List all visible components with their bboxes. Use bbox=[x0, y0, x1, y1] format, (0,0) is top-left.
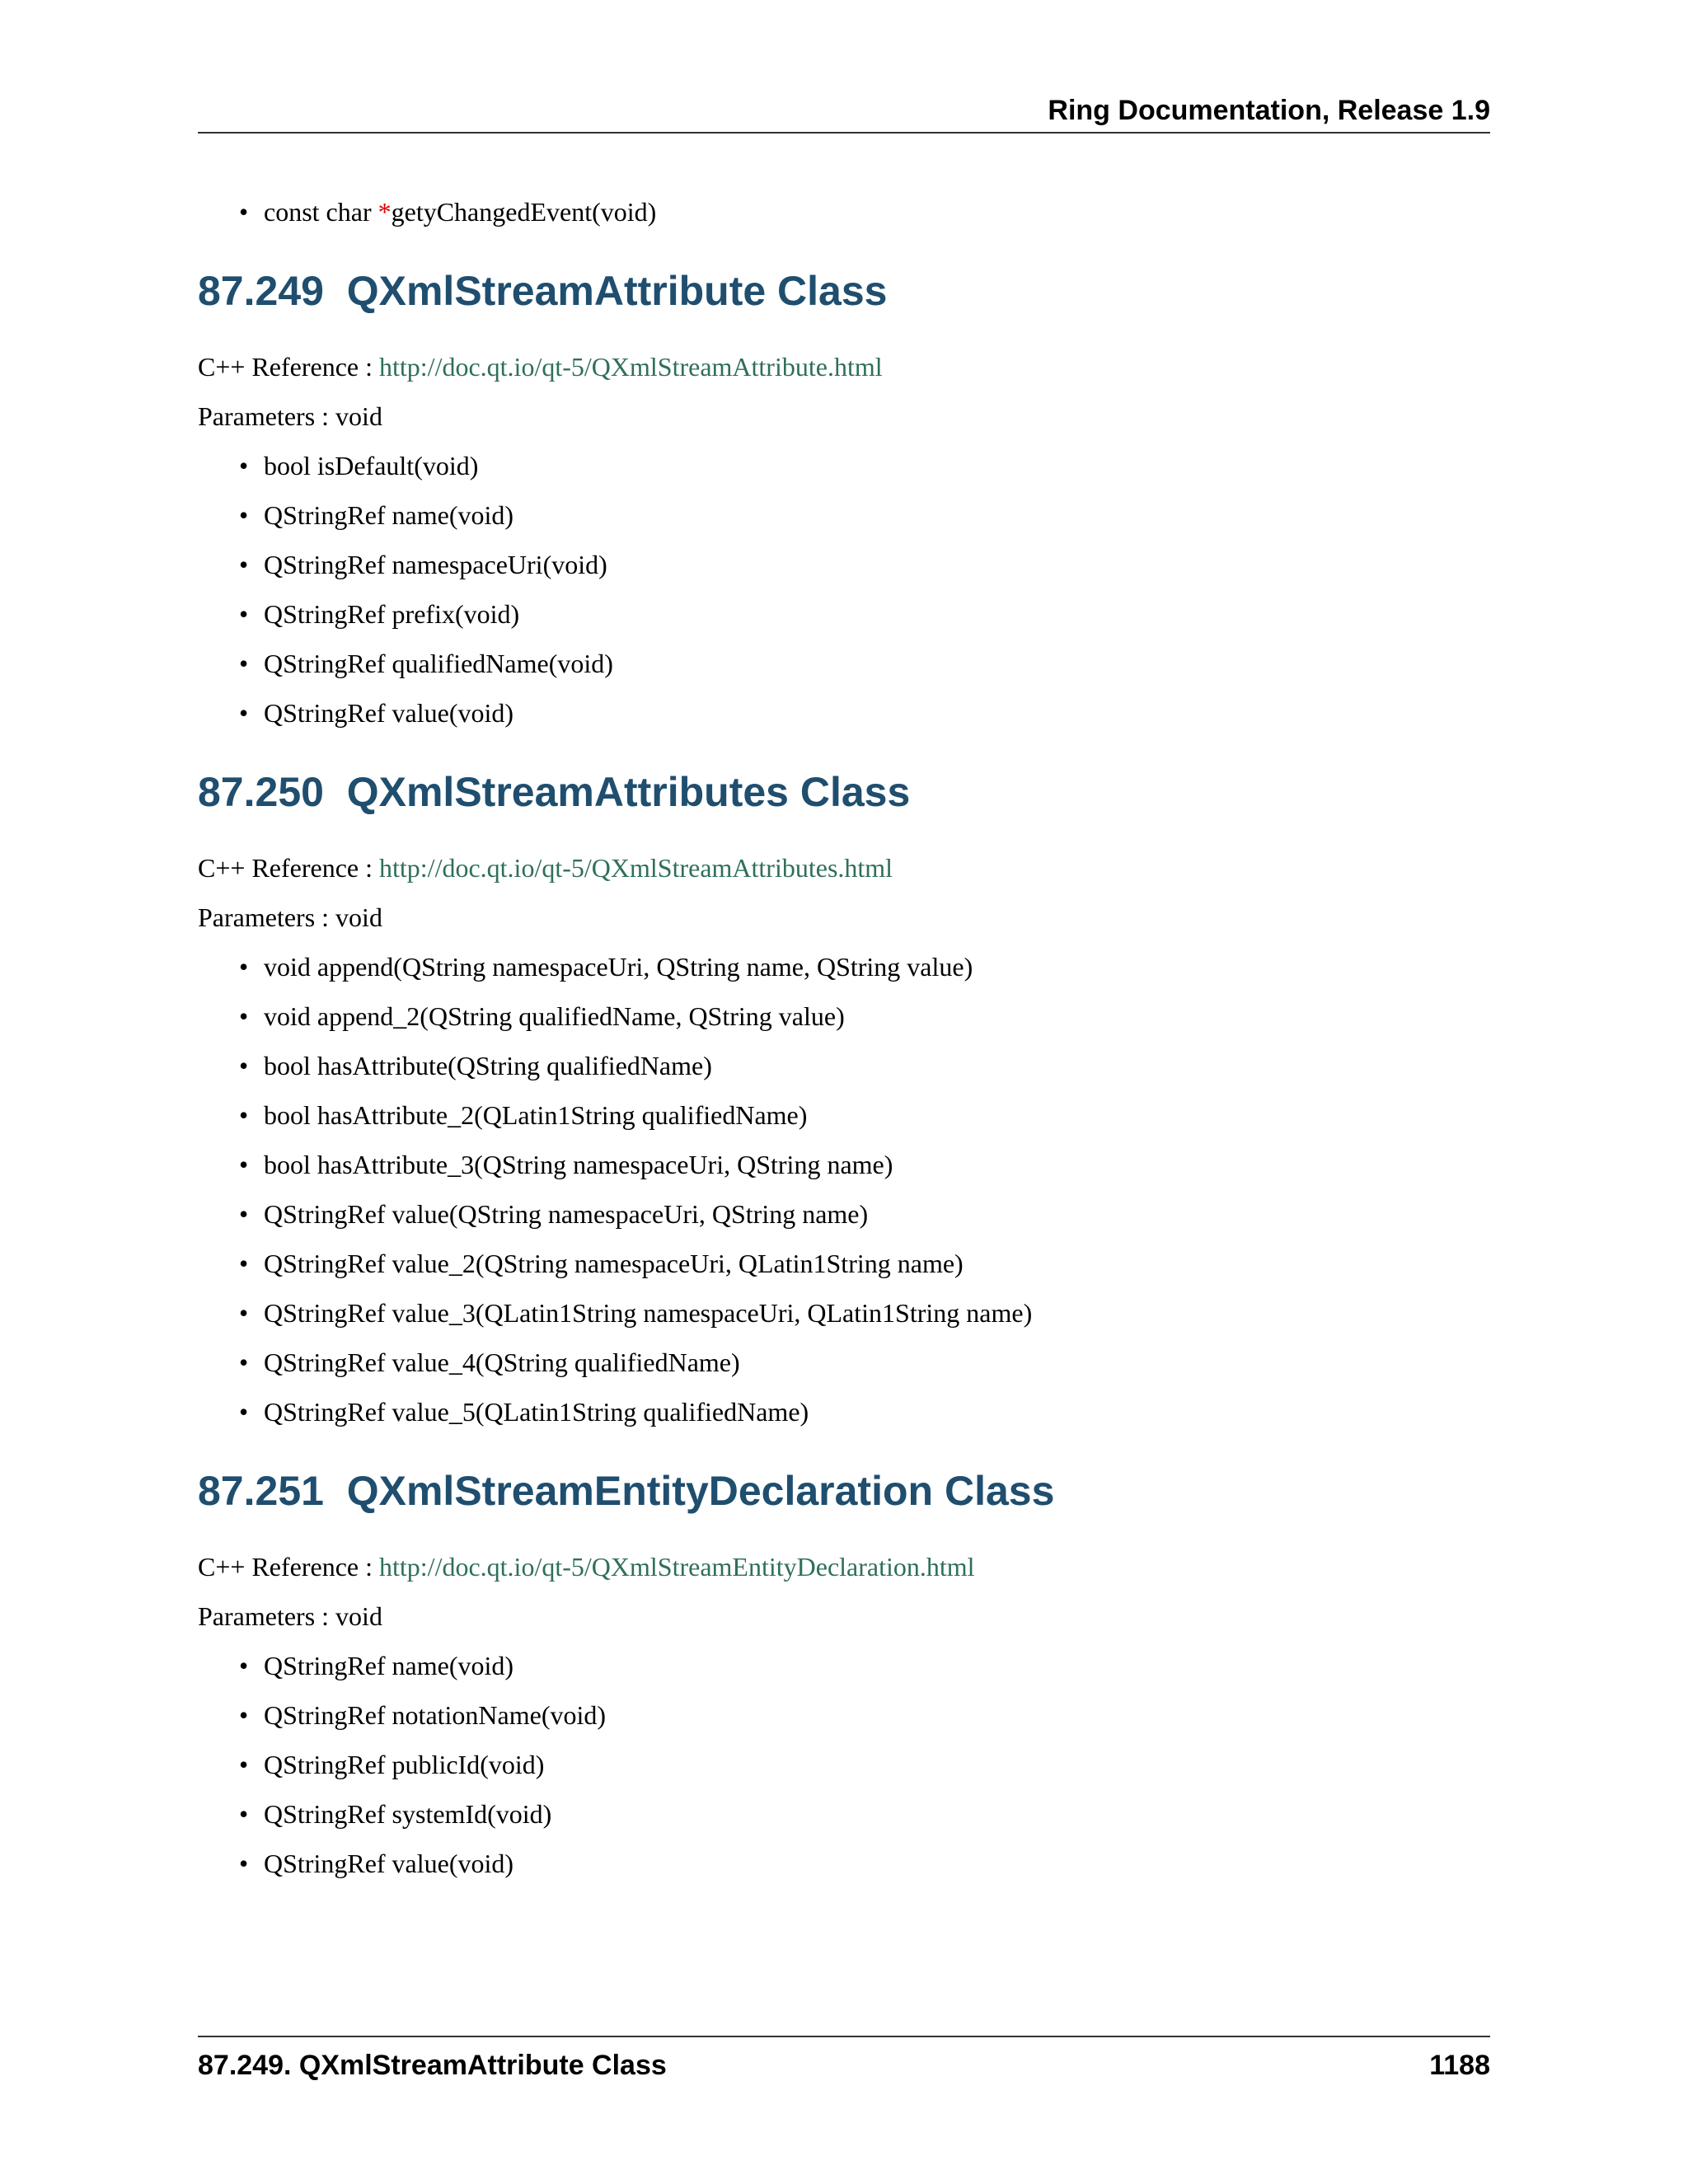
bullet-icon: • bbox=[239, 1651, 249, 1680]
list-item bbox=[239, 1746, 1490, 1783]
section-87-250 bbox=[198, 767, 1490, 1430]
method-signature: QStringRef publicId(void) bbox=[264, 1750, 545, 1779]
cpp-reference bbox=[198, 1549, 1490, 1585]
method-signature: QStringRef value_3(QLatin1String namespaceUri, QLatin1String name) bbox=[264, 1298, 1033, 1328]
bullet-icon: • bbox=[239, 952, 249, 982]
page-number: 1188 bbox=[1429, 2050, 1490, 2081]
method-signature: QStringRef qualifiedName(void) bbox=[264, 649, 613, 678]
bullet-icon: • bbox=[239, 197, 249, 227]
footer-section: 87.249. QXmlStreamAttribute Class bbox=[198, 2050, 667, 2081]
bullet-icon: • bbox=[239, 550, 249, 579]
method-signature: void append(QString namespaceUri, QString name, QString value) bbox=[264, 952, 973, 982]
parameters-line: Parameters : void bbox=[198, 401, 382, 431]
bullet-icon: • bbox=[239, 1799, 249, 1829]
list-item bbox=[239, 1394, 1490, 1430]
section-87-249 bbox=[198, 266, 1490, 731]
method-list bbox=[198, 949, 1490, 1430]
list-item bbox=[239, 695, 1490, 731]
section-number: 87.251 bbox=[198, 1468, 324, 1514]
method-signature: void append_2(QString qualifiedName, QString value) bbox=[264, 1001, 845, 1031]
bullet-icon: • bbox=[239, 1150, 249, 1179]
list-item bbox=[239, 1196, 1490, 1232]
reference-label: C++ Reference : bbox=[198, 352, 379, 382]
section-title: QXmlStreamEntityDeclaration Class bbox=[346, 1468, 1055, 1514]
list-item bbox=[239, 1796, 1490, 1832]
header-title: Ring Documentation, Release 1.9 bbox=[1048, 95, 1490, 126]
page-footer bbox=[198, 2036, 1490, 2083]
list-item bbox=[239, 1047, 1490, 1084]
method-signature: bool hasAttribute_3(QString namespaceUri, QString name) bbox=[264, 1150, 893, 1179]
bullet-icon: • bbox=[239, 1249, 249, 1278]
item-suffix: getyChangedEvent(void) bbox=[391, 197, 657, 227]
bullet-icon: • bbox=[239, 698, 249, 728]
bullet-icon: • bbox=[239, 1199, 249, 1229]
item-prefix: const char bbox=[264, 197, 378, 227]
method-signature: QStringRef value_4(QString qualifiedName) bbox=[264, 1347, 740, 1377]
method-signature: QStringRef value(void) bbox=[264, 698, 514, 728]
cpp-reference bbox=[198, 850, 1490, 886]
list-item bbox=[239, 1146, 1490, 1183]
section-title: QXmlStreamAttribute Class bbox=[346, 268, 888, 314]
section-heading bbox=[198, 1466, 1490, 1516]
bullet-icon: • bbox=[239, 1849, 249, 1878]
bullet-icon: • bbox=[239, 1750, 249, 1779]
list-item bbox=[239, 949, 1490, 985]
bullet-icon: • bbox=[239, 599, 249, 629]
intro-list bbox=[198, 194, 1490, 230]
list-item bbox=[239, 596, 1490, 632]
reference-link[interactable]: http://doc.qt.io/qt-5/QXmlStreamEntityDeclaration.html bbox=[379, 1552, 975, 1582]
list-item bbox=[239, 1697, 1490, 1733]
method-signature: QStringRef systemId(void) bbox=[264, 1799, 552, 1829]
reference-link[interactable]: http://doc.qt.io/qt-5/QXmlStreamAttribute.html bbox=[379, 352, 883, 382]
list-item bbox=[239, 194, 1490, 230]
section-heading bbox=[198, 767, 1490, 817]
section-title: QXmlStreamAttributes Class bbox=[346, 769, 911, 815]
bullet-icon: • bbox=[239, 1347, 249, 1377]
reference-link[interactable]: http://doc.qt.io/qt-5/QXmlStreamAttributes.html bbox=[379, 853, 893, 883]
page-content bbox=[198, 194, 1490, 1895]
method-signature: QStringRef value_2(QString namespaceUri, QLatin1String name) bbox=[264, 1249, 964, 1278]
list-item bbox=[239, 998, 1490, 1034]
page-header bbox=[198, 92, 1490, 134]
bullet-icon: • bbox=[239, 1298, 249, 1328]
section-heading bbox=[198, 266, 1490, 316]
section-number: 87.250 bbox=[198, 769, 324, 815]
cpp-reference bbox=[198, 349, 1490, 385]
list-item bbox=[239, 497, 1490, 533]
bullet-icon: • bbox=[239, 649, 249, 678]
bullet-icon: • bbox=[239, 500, 249, 530]
pointer-star: * bbox=[377, 197, 392, 227]
bullet-icon: • bbox=[239, 1700, 249, 1730]
list-item bbox=[239, 546, 1490, 583]
bullet-icon: • bbox=[239, 451, 249, 480]
method-signature: QStringRef notationName(void) bbox=[264, 1700, 607, 1730]
method-signature: QStringRef value(QString namespaceUri, QString name) bbox=[264, 1199, 869, 1229]
bullet-icon: • bbox=[239, 1397, 249, 1427]
section-number: 87.249 bbox=[198, 268, 324, 314]
list-item bbox=[239, 1647, 1490, 1684]
list-item bbox=[239, 1245, 1490, 1282]
list-item bbox=[239, 1097, 1490, 1133]
parameters-line: Parameters : void bbox=[198, 902, 382, 932]
method-signature: QStringRef namespaceUri(void) bbox=[264, 550, 607, 579]
method-list bbox=[198, 448, 1490, 731]
list-item bbox=[239, 645, 1490, 682]
method-signature: bool hasAttribute_2(QLatin1String qualifiedName) bbox=[264, 1100, 808, 1130]
method-signature: QStringRef prefix(void) bbox=[264, 599, 520, 629]
section-87-251 bbox=[198, 1466, 1490, 1882]
list-item bbox=[239, 448, 1490, 484]
parameters-line: Parameters : void bbox=[198, 1601, 382, 1631]
method-signature: QStringRef name(void) bbox=[264, 1651, 514, 1680]
method-signature: QStringRef value(void) bbox=[264, 1849, 514, 1878]
list-item bbox=[239, 1295, 1490, 1331]
document-page bbox=[198, 0, 1490, 2184]
reference-label: C++ Reference : bbox=[198, 853, 379, 883]
list-item bbox=[239, 1845, 1490, 1882]
reference-label: C++ Reference : bbox=[198, 1552, 379, 1582]
list-item bbox=[239, 1344, 1490, 1380]
method-signature: bool isDefault(void) bbox=[264, 451, 479, 480]
method-signature: QStringRef name(void) bbox=[264, 500, 514, 530]
bullet-icon: • bbox=[239, 1001, 249, 1031]
method-signature: QStringRef value_5(QLatin1String qualifiedName) bbox=[264, 1397, 809, 1427]
bullet-icon: • bbox=[239, 1100, 249, 1130]
method-signature: bool hasAttribute(QString qualifiedName) bbox=[264, 1051, 712, 1080]
method-list bbox=[198, 1647, 1490, 1882]
bullet-icon: • bbox=[239, 1051, 249, 1080]
